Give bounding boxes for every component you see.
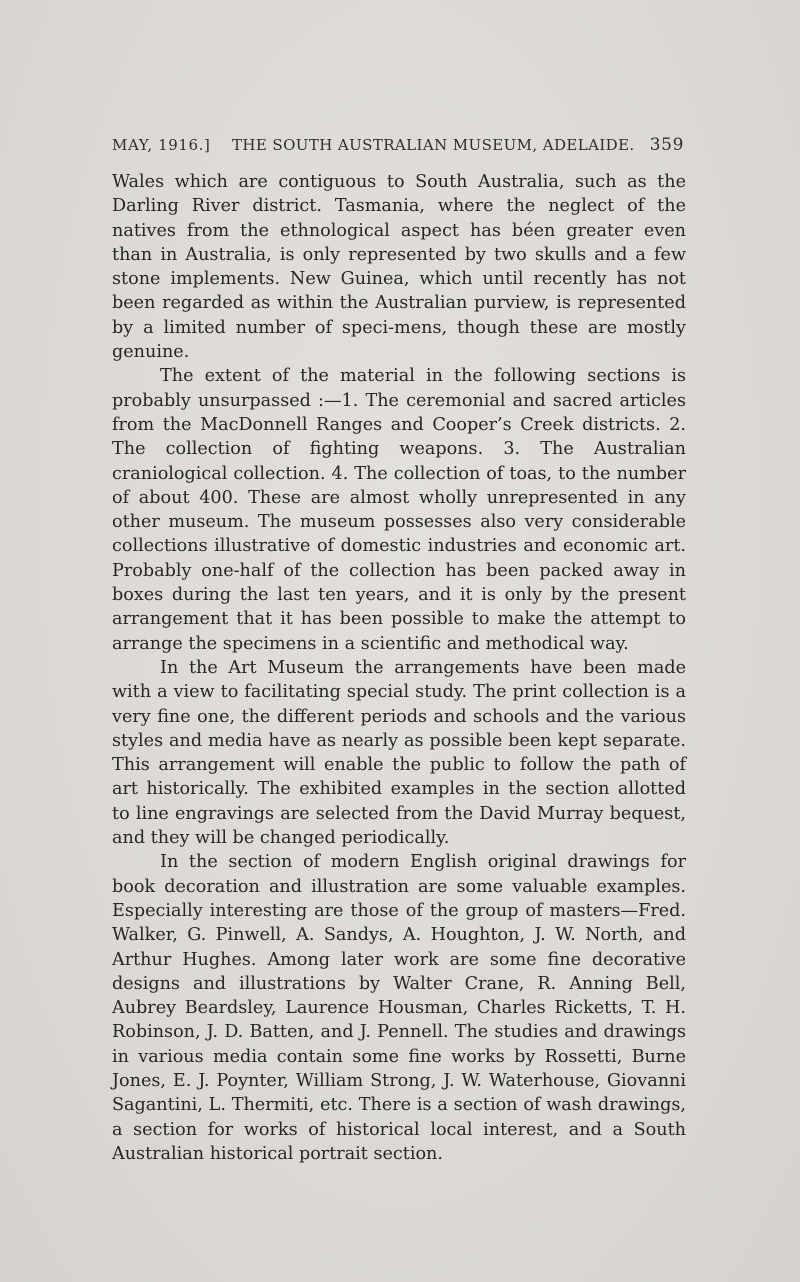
paragraph-2: The extent of the material in the following sections is probably unsurpassed :—1. The ceremonial and sacred articles from the MacDonnell Ranges and Cooper’s Creek districts. 2. The collection of fighting weapons. 3. The Australian craniological collection. 4. The collection of toas, to the number of about 400. These are almost wholly unrepresented in any other museum. The museum possesses also very considerable collections illustrative of domestic industries and economic art. Probably one-half of the collection has been packed away in boxes during the last ten years, and it is only by the present arrangement that it has been possible to make the attempt to arrange the specimens in a scientific and methodical way.	[112, 366, 686, 654]
paragraph-3: In the Art Museum the arrangements have been made with a view to facilitating special study. The print collection is a very fine one, the different periods and schools and the various styles and media have as nearly as possible been kept separate. This arrangement will enable the public to follow the path of art historically. The exhibited examples in the section allotted to line engravings are selected from the David Murray bequest, and they will be changed periodically.	[112, 657, 686, 849]
page-number: 359	[649, 135, 684, 155]
running-head-title: THE SOUTH AUSTRALIAN MUSEUM, ADELAIDE.	[232, 136, 635, 154]
running-head-date: MAY, 1916.]	[112, 136, 211, 154]
running-head	[112, 136, 684, 160]
paragraph-1: Wales which are contiguous to South Australia, such as the Darling River district. Tasmania, where the neglect of the natives from the ethnological aspect has béen greater even than in Australia, is only represented by two skulls and a few stone implements. New Guinea, which until recently has not been regarded as within the Australian purview, is represented by a limited number of speci-mens, though these are mostly genuine.	[112, 172, 686, 363]
body-text	[112, 170, 686, 1166]
paragraph-4: In the section of modern English original drawings for book decoration and illustration are some valuable examples. Especially interesting are those of the group of masters—Fred. Walker, G. Pinwell, A. Sandys, A. Houghton, J. W. North, and Arthur Hughes. Among later work are some fine decorative designs and illustrations by Walter Crane, R. Anning Bell, Aubrey Beardsley, Laurence Housman, Charles Ricketts, T. H. Robinson, J. D. Batten, and J. Pennell. The studies and drawings in various media contain some fine works by Rossetti, Burne Jones, E. J. Poynter, William Strong, J. W. Waterhouse, Giovanni Sagantini, L. Thermiti, etc. There is a section of wash drawings, a section for works of historical local interest, and a South Australian historical portrait section.	[112, 852, 686, 1164]
